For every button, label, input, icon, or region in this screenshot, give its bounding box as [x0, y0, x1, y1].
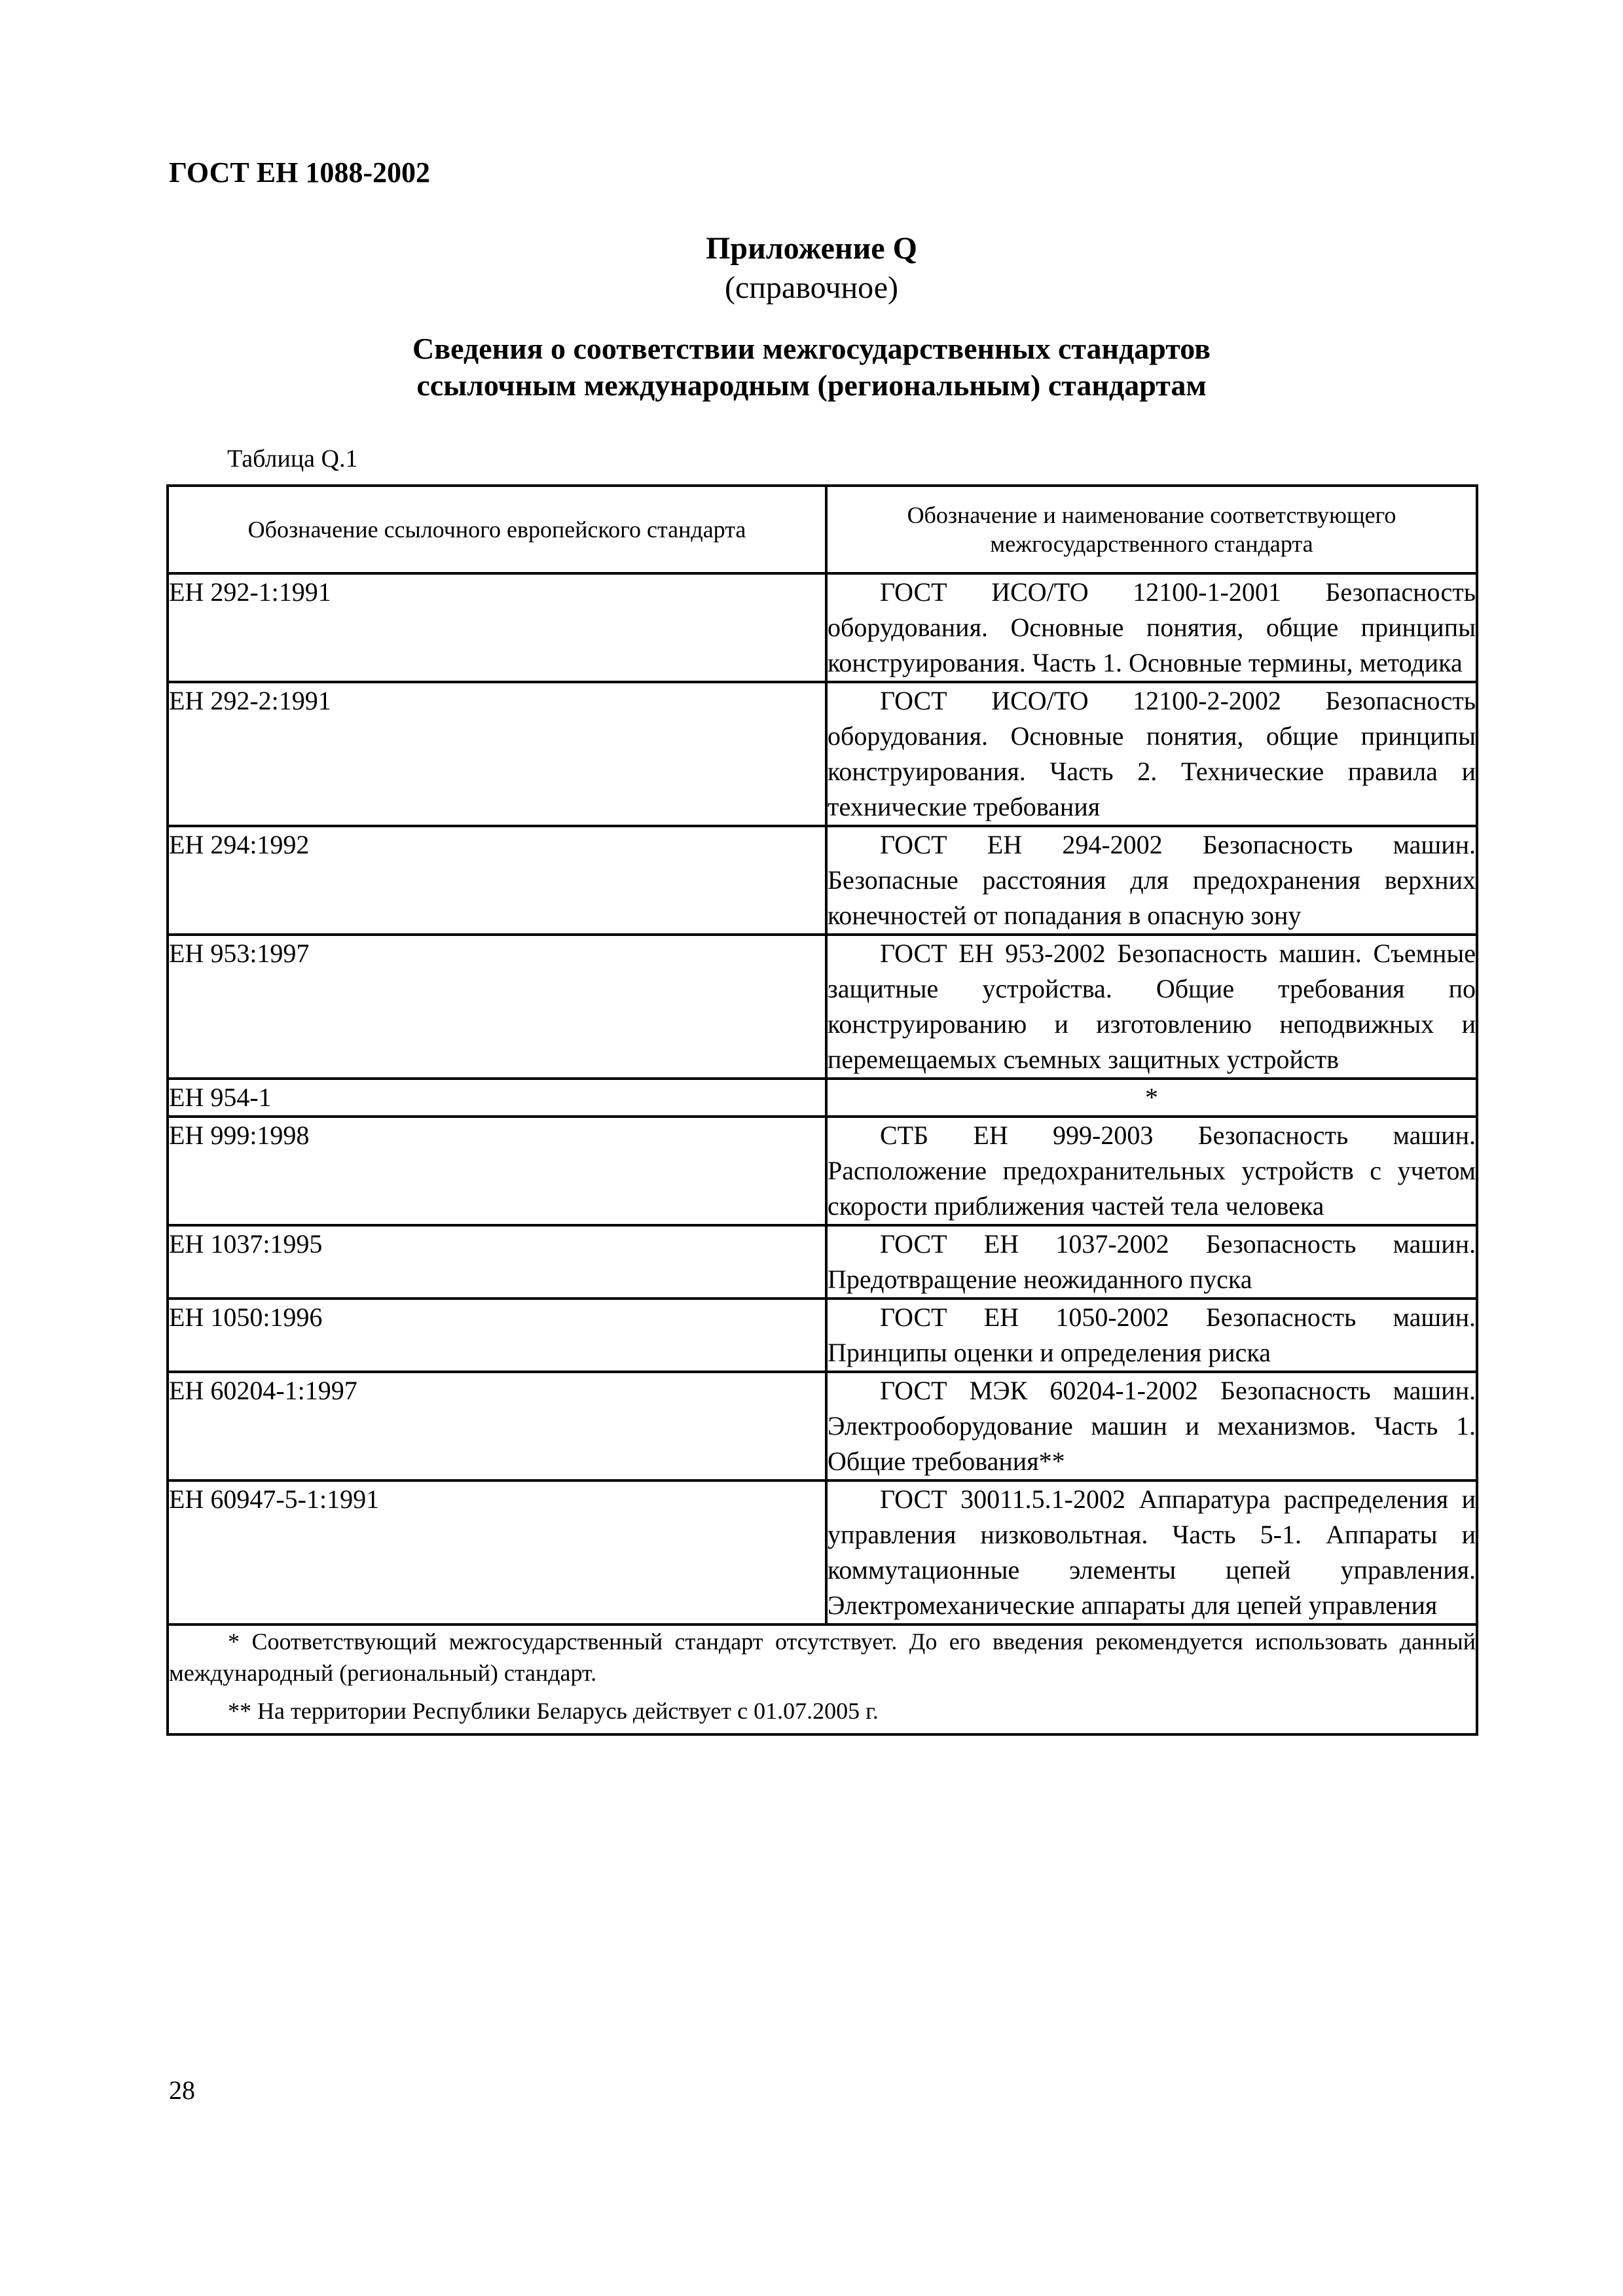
table-row: [168, 1480, 1477, 1624]
table-row: [168, 1299, 1477, 1372]
reference-standard-code: ЕН 954-1: [168, 1079, 826, 1117]
reference-standard-code: ЕН 292-2:1991: [168, 682, 826, 826]
reference-standard-code: ЕН 60947-5-1:1991: [168, 1480, 826, 1624]
col1-header: Обозначение ссылочного европейского стандарта: [168, 486, 826, 573]
reference-standard-code: ЕН 999:1998: [168, 1117, 826, 1225]
reference-standard-code: ЕН 60204-1:1997: [168, 1372, 826, 1480]
reference-standard-code: ЕН 953:1997: [168, 935, 826, 1079]
interstate-standard-desc: ГОСТ МЭК 60204-1-2002 Безопасность машин. Электрооборудование машин и механизмов. Часть 1. Общие требования**: [826, 1372, 1477, 1480]
table-row: [168, 1225, 1477, 1299]
footnote-1: * Соответствующий межгосударственный стандарт отсутствует. До его введения рекомендуется использовать данный международный (региональный) стандарт.: [169, 1628, 1476, 1686]
col2-header: Обозначение и наименование соответствующего межгосударственного стандарта: [826, 486, 1477, 573]
table-row: [168, 573, 1477, 682]
reference-standard-code: ЕН 292-1:1991: [168, 573, 826, 682]
interstate-standard-desc: СТБ ЕН 999-2003 Безопасность машин. Расположение предохранительных устройств с учетом скорости приближения частей тела человека: [826, 1117, 1477, 1225]
interstate-standard-desc: ГОСТ 30011.5.1-2002 Аппаратура распределения и управления низковольтная. Часть 5-1. Аппараты и коммутационные элементы цепей управления. Электромеханические аппараты для цепей управления: [826, 1480, 1477, 1624]
interstate-standard-desc: *: [826, 1079, 1477, 1117]
table-row: [168, 682, 1477, 826]
heading-line-1: Сведения о соответствии межгосударственных стандартов: [412, 332, 1211, 365]
table-label: Таблица Q.1: [227, 445, 358, 473]
reference-standard-code: ЕН 1050:1996: [168, 1299, 826, 1372]
interstate-standard-desc: ГОСТ ИСО/ТО 12100-1-2001 Безопасность оборудования. Основные понятия, общие принципы конструирования. Часть 1. Основные термины, методика: [826, 573, 1477, 682]
table-header-row: [168, 486, 1477, 573]
appendix-title: Приложение Q: [706, 231, 917, 266]
appendix-subtitle: (справочное): [724, 270, 899, 305]
interstate-standard-desc: ГОСТ ИСО/ТО 12100-2-2002 Безопасность оборудования. Основные понятия, общие принципы конструирования. Часть 2. Технические правила и технические требования: [826, 682, 1477, 826]
reference-standard-code: ЕН 1037:1995: [168, 1225, 826, 1299]
section-heading: [0, 331, 1623, 404]
table-notes-row: [168, 1624, 1477, 1734]
interstate-standard-desc: ГОСТ ЕН 953-2002 Безопасность машин. Съемные защитные устройства. Общие требования по конструированию и изготовлению неподвижных и перемещаемых съемных защитных устройств: [826, 935, 1477, 1079]
table-notes: [168, 1624, 1477, 1734]
footnote-2: ** На территории Республики Беларусь действует с 01.07.2005 г.: [228, 1698, 879, 1724]
table-row: [168, 1117, 1477, 1225]
heading-line-2: ссылочным международным (региональным) стандартам: [416, 368, 1207, 402]
table-row: [168, 935, 1477, 1079]
interstate-standard-desc: ГОСТ ЕН 294-2002 Безопасность машин. Безопасные расстояния для предохранения верхних конечностей от попадания в опасную зону: [826, 826, 1477, 935]
interstate-standard-desc: ГОСТ ЕН 1037-2002 Безопасность машин. Предотвращение неожиданного пуска: [826, 1225, 1477, 1299]
standards-table: [166, 484, 1478, 1736]
document-code: ГОСТ ЕН 1088-2002: [169, 156, 431, 188]
table-row: [168, 1372, 1477, 1480]
interstate-standard-desc: ГОСТ ЕН 1050-2002 Безопасность машин. Принципы оценки и определения риска: [826, 1299, 1477, 1372]
reference-standard-code: ЕН 294:1992: [168, 826, 826, 935]
table-row: [168, 826, 1477, 935]
table-row: [168, 1079, 1477, 1117]
appendix-block: [0, 229, 1623, 308]
page-number: 28: [169, 2075, 195, 2105]
